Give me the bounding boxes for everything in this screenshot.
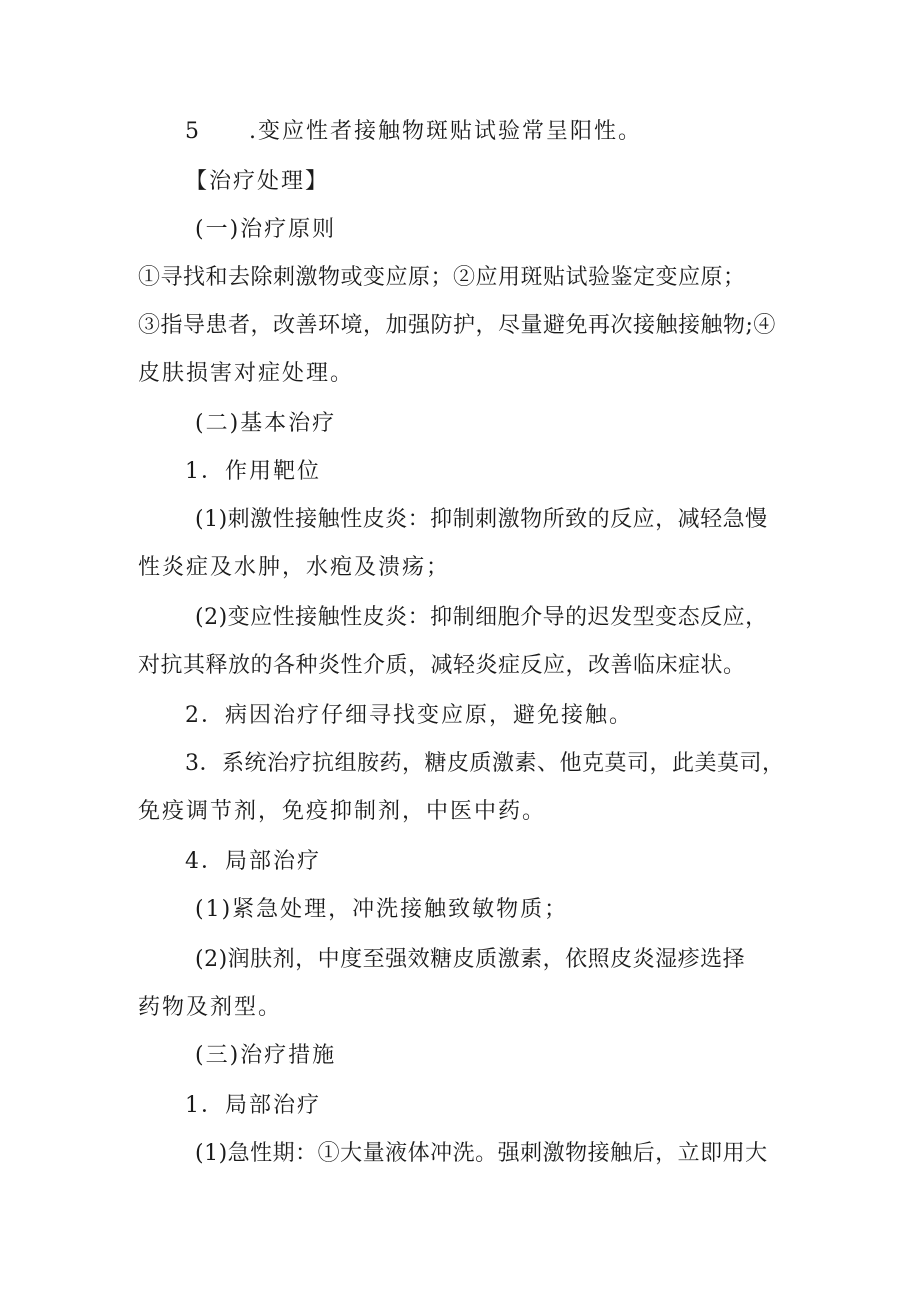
text-line-11: (2)变应性接触性皮炎：抑制细胞介导的迟发型变态反应， (195, 605, 768, 630)
text-line-19: 药物及剂型。 (138, 995, 283, 1020)
text-line-10: 性炎症及水肿，水疱及溃疡； (138, 555, 451, 580)
item-target-site: 1．作用靶位 (185, 459, 321, 484)
text-line-17: (1)紧急处理，冲洗接触致敏物质； (195, 897, 569, 922)
subheading-principles: (一)治疗原则 (195, 217, 337, 242)
item-local-treatment: 4．局部治疗 (185, 849, 321, 874)
section-heading-treatment: 【治疗处理】 (185, 169, 330, 194)
item-etiology-treatment: 2．病因治疗仔细寻找变应原，避免接触。 (185, 703, 633, 728)
text-line-9: (1)刺激性接触性皮炎：抑制刺激物所致的反应，减轻急慢 (195, 507, 768, 532)
text-line-22: (1)急性期：①大量液体冲洗。强刺激物接触后，立即用大 (195, 1141, 768, 1166)
item-local-treatment-2: 1．局部治疗 (185, 1093, 321, 1118)
subheading-basic-treatment: (二)基本治疗 (195, 411, 337, 436)
text-line-18: (2)润肤剂，中度至强效糖皮质激素，依照皮炎湿疹选择 (195, 947, 746, 972)
subheading-measures: (三)治疗措施 (195, 1043, 337, 1068)
text-line-12: 对抗其释放的各种炎性介质，减轻炎症反应，改善临床症状。 (138, 653, 746, 678)
text-line-15: 免疫调节剂，免疫抑制剂，中医中药。 (138, 799, 547, 824)
text-line-6: 皮肤损害对症处理。 (138, 361, 355, 386)
text-line-5: ③指导患者，改善环境，加强防护，尽量避免再次接触接触物;④ (138, 313, 776, 338)
text-line-4: ①寻找和去除刺激物或变应原；②应用斑贴试验鉴定变应原； (138, 265, 746, 290)
text-line-1: 5 .变应性者接触物斑贴试验常呈阳性。 (185, 119, 642, 144)
item-systemic-treatment: 3．系统治疗抗组胺药，糖皮质激素、他克莫司，此美莫司， (185, 751, 785, 776)
